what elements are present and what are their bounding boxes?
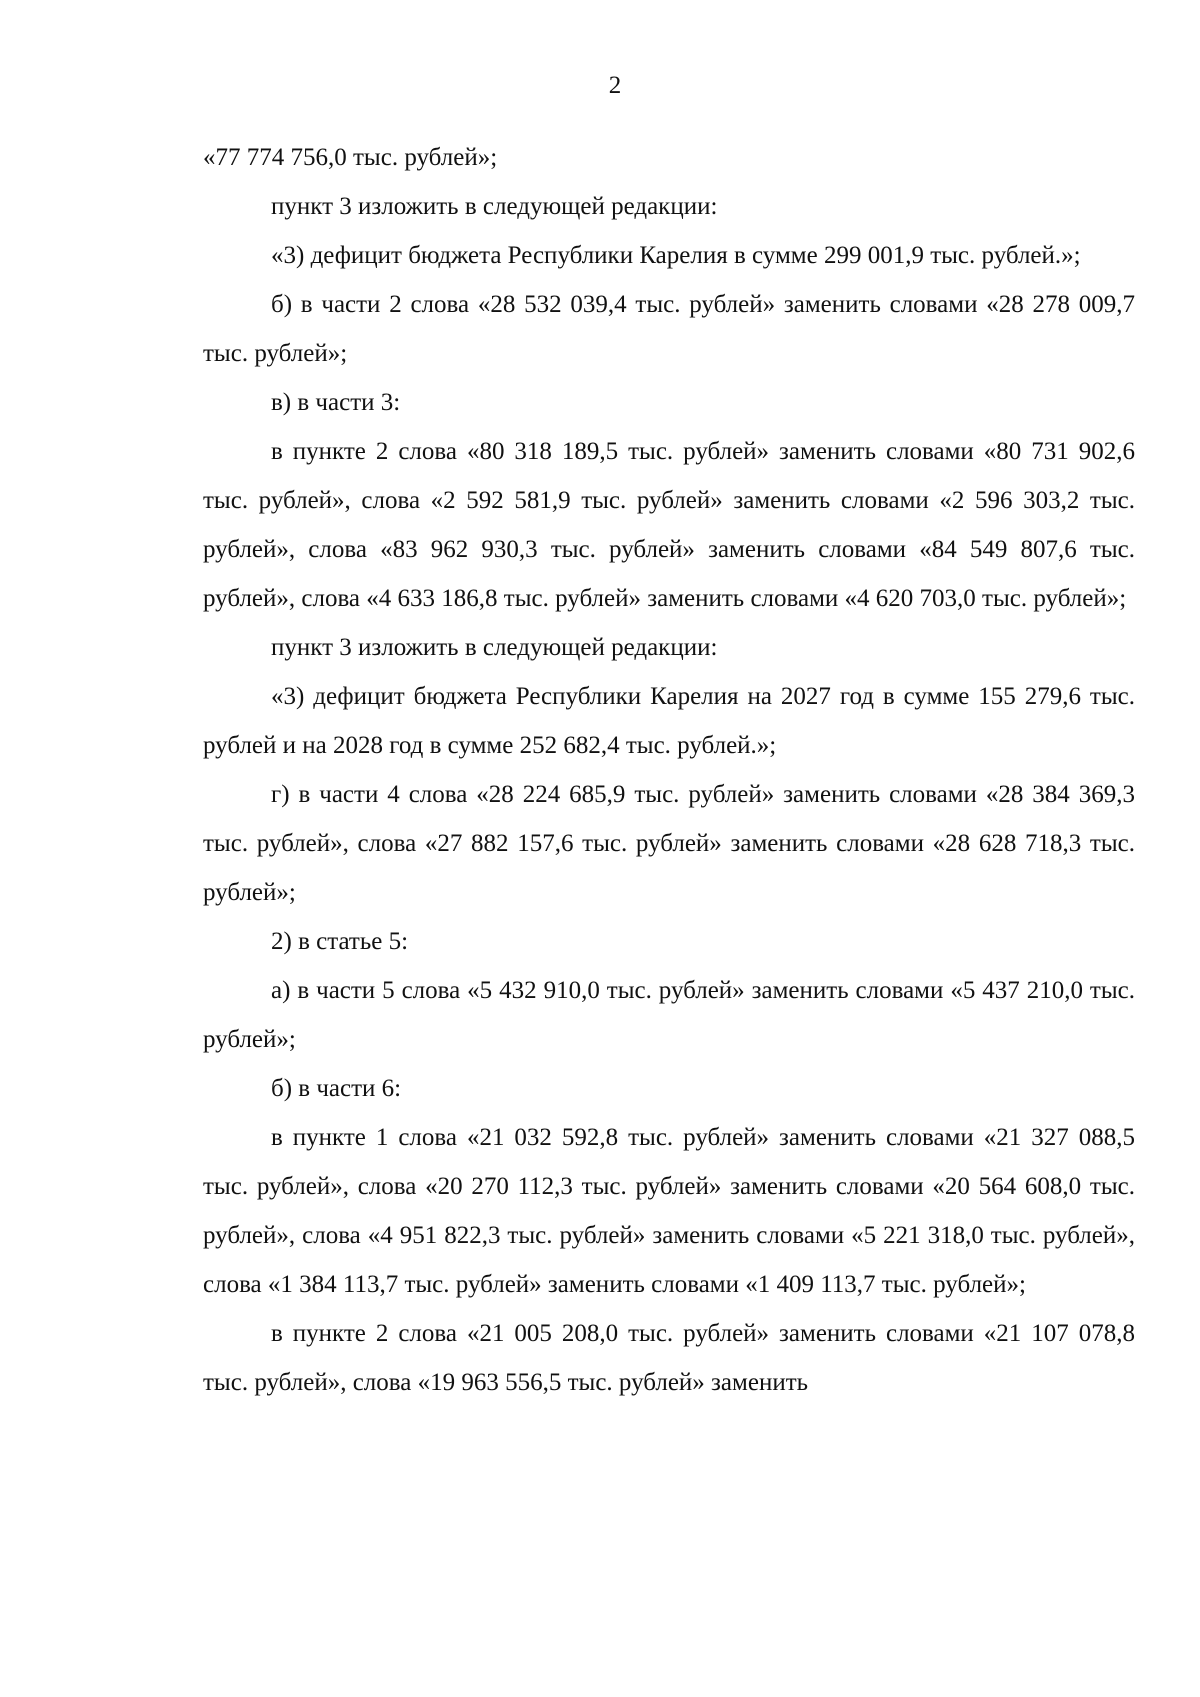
paragraph-3: «3) дефицит бюджета Республики Карелия в сумме 299 001,9 тыс. рублей.»; xyxy=(271,242,1081,269)
paragraph-2: пункт 3 изложить в следующей редакции: xyxy=(271,193,718,220)
paragraph-5: в) в части 3: xyxy=(271,389,401,416)
paragraph-12: б) в части 6: xyxy=(271,1075,402,1102)
paragraph-9: г) в части 4 слова «28 224 685,9 тыс. рублей» заменить словами «28 384 369,3 тыс. рублей», слова «27 882 157,6 тыс. рублей» заменить словами «28 628 718,3 тыс. рублей»; xyxy=(203,781,1135,906)
paragraph-10: 2) в статье 5: xyxy=(271,928,409,955)
paragraph-7: пункт 3 изложить в следующей редакции: xyxy=(271,634,718,661)
paragraph-6: в пункте 2 слова «80 318 189,5 тыс. рублей» заменить словами «80 731 902,6 тыс. рублей», слова «2 592 581,9 тыс. рублей» заменить словами «2 596 303,2 тыс. рублей», слова «83 962 930,3 тыс. рублей» заменить словами «84 549 807,6 тыс. рублей», слова «4 633 186,8 тыс. рублей» заменить словами «4 620 703,0 тыс. рублей»; xyxy=(203,438,1135,612)
page-number: 2 xyxy=(608,72,622,99)
paragraph-11: а) в части 5 слова «5 432 910,0 тыс. рублей» заменить словами «5 437 210,0 тыс. рублей»; xyxy=(203,977,1135,1053)
paragraph-8: «3) дефицит бюджета Республики Карелия на 2027 год в сумме 155 279,6 тыс. рублей и на 2028 год в сумме 252 682,4 тыс. рублей.»; xyxy=(203,683,1135,759)
paragraph-1: «77 774 756,0 тыс. рублей»; xyxy=(203,144,498,171)
paragraph-14: в пункте 2 слова «21 005 208,0 тыс. рублей» заменить словами «21 107 078,8 тыс. рублей», слова «19 963 556,5 тыс. рублей» заменить xyxy=(203,1320,1135,1396)
paragraph-4: б) в части 2 слова «28 532 039,4 тыс. рублей» заменить словами «28 278 009,7 тыс. рублей»; xyxy=(203,291,1135,367)
document-body xyxy=(203,133,1135,1407)
paragraph-13: в пункте 1 слова «21 032 592,8 тыс. рублей» заменить словами «21 327 088,5 тыс. рублей», слова «20 270 112,3 тыс. рублей» заменить словами «20 564 608,0 тыс. рублей», слова «4 951 822,3 тыс. рублей» заменить словами «5 221 318,0 тыс. рублей», слова «1 384 113,7 тыс. рублей» заменить словами «1 409 113,7 тыс. рублей»; xyxy=(203,1124,1135,1298)
